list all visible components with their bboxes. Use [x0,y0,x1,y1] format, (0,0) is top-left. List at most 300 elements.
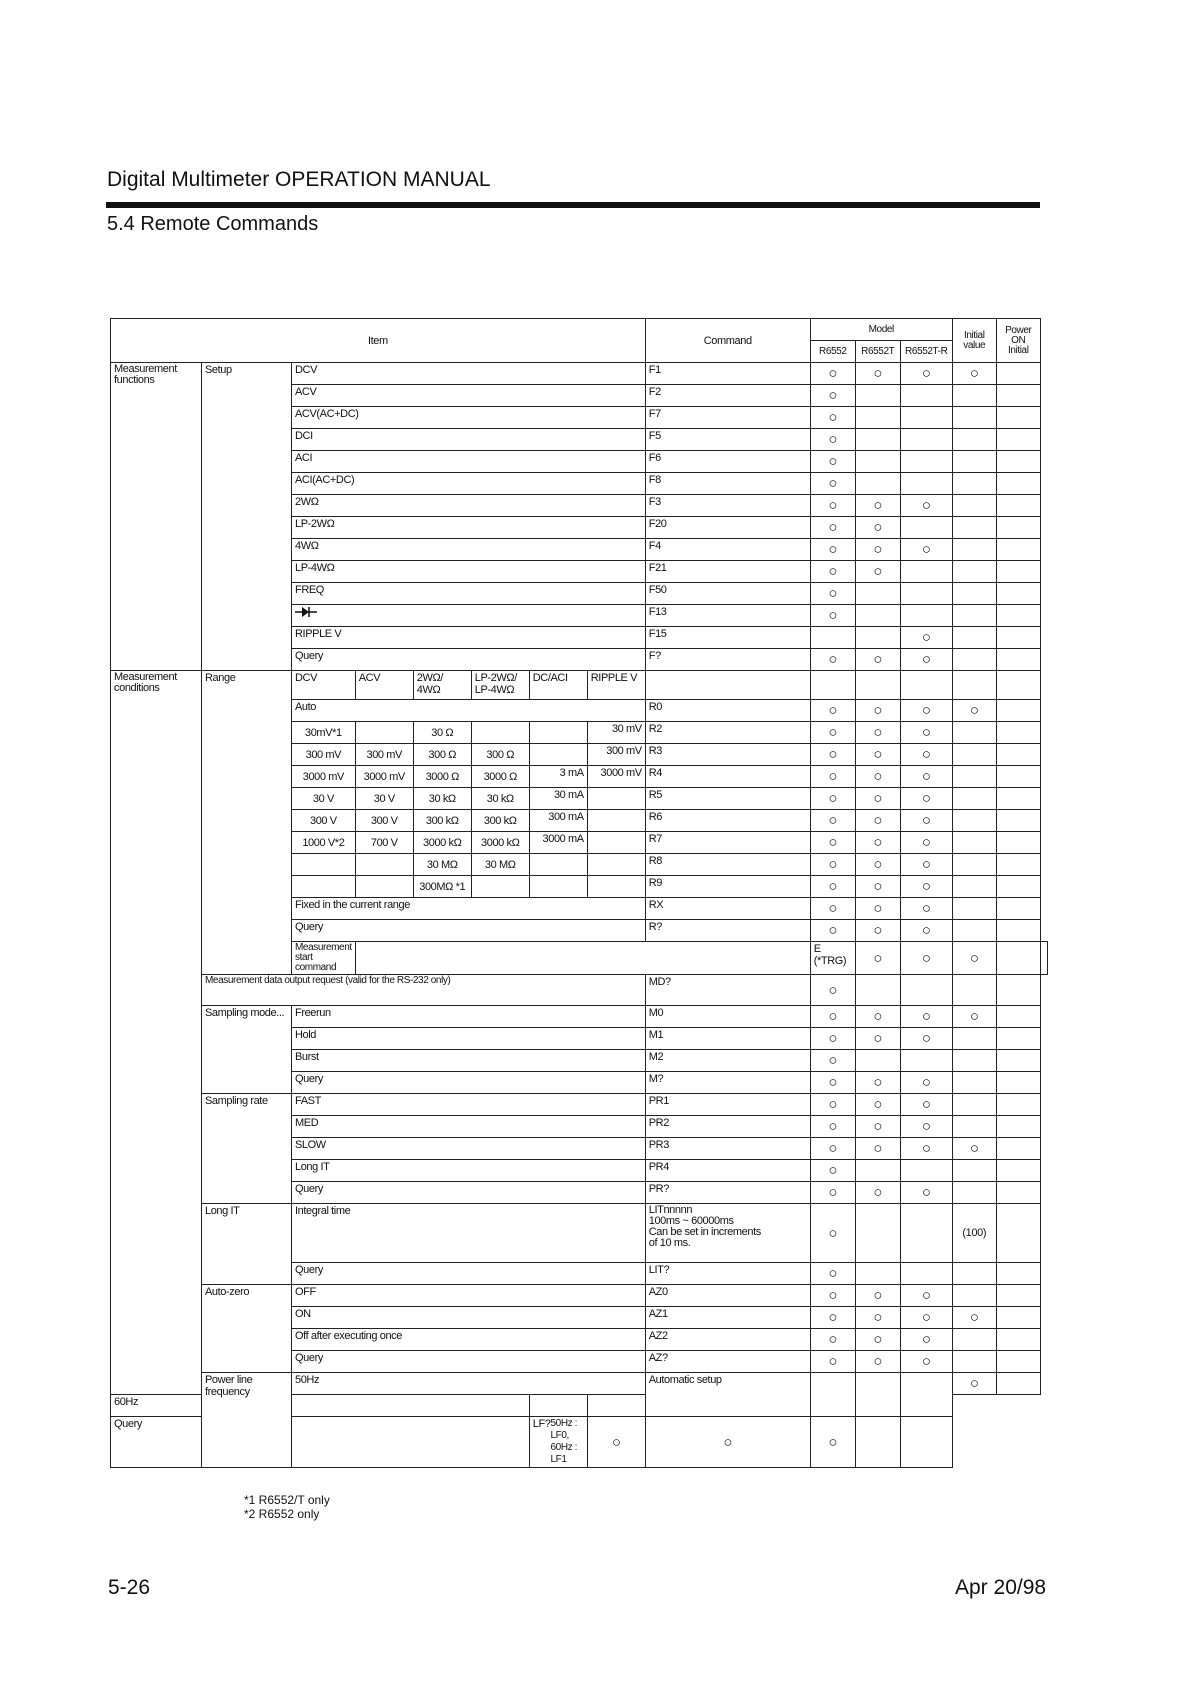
range-value-cell: 30mV*1 [292,722,356,744]
power-on-initial-cell [996,495,1040,517]
remote-commands-table [110,318,1048,1468]
range-value-cell: 3000 Ω [471,766,529,788]
range-value-cell [471,876,529,898]
empty-mark-cell [855,605,900,627]
initial-value-cell [952,832,996,854]
page-number: 5-26 [108,1576,151,1599]
power-on-initial-cell [996,363,1040,385]
command-cell: F13 [645,605,810,627]
sampling-rate-item: Query [292,1182,646,1204]
command-cell: F20 [645,517,810,539]
sampling-rate-item: SLOW [292,1138,646,1160]
supported-mark: ○ [810,1050,855,1072]
supported-mark: ○ [810,700,855,722]
supported-mark: ○ [810,722,855,744]
sampling-mode-item: Query [292,1072,646,1094]
empty-mark-cell [855,1050,900,1072]
supported-mark: ○ [810,429,855,451]
initial-value-cell [952,649,996,671]
empty-mark-cell [855,1263,900,1285]
supported-mark: ○ [810,898,855,920]
range-value-cell: 700 V [355,832,413,854]
empty-mark-cell [855,975,900,1006]
command-cell: AZ? [645,1351,810,1373]
range-value-cell [292,854,356,876]
power-on-initial-cell [996,583,1040,605]
command-cell [645,671,810,700]
power-on-initial-cell [996,810,1040,832]
empty-mark-cell [900,1263,952,1285]
supported-mark: ○ [900,1072,952,1094]
supported-mark: ○ [855,649,900,671]
initial-value-cell [952,1116,996,1138]
range-value-cell: 30 Ω [413,722,471,744]
supported-mark: ○ [855,1028,900,1050]
range-column-header: RIPPLE V [587,671,645,700]
sampling-rate-item: Long IT [292,1160,646,1182]
initial-value-cell [952,1094,996,1116]
command-cell: F3 [645,495,810,517]
initial-value-cell [952,671,996,700]
range-fixed-item: Fixed in the current range [292,898,646,920]
command-cell: M0 [645,1006,810,1028]
supported-mark: ○ [900,788,952,810]
power-on-initial-cell [996,1307,1040,1329]
initial-value-cell [952,385,996,407]
supported-mark: ○ [810,876,855,898]
power-on-initial-cell [996,832,1040,854]
empty-mark-cell [855,1160,900,1182]
power-on-initial-cell [996,766,1040,788]
initial-value-cell [952,1050,996,1072]
range-column-header: LP-2WΩ/ LP-4WΩ [471,671,529,700]
sampling-mode-item: Burst [292,1050,646,1072]
supported-mark: ○ [810,1094,855,1116]
supported-mark: ○ [855,942,900,975]
initial-value-cell [952,810,996,832]
range-column-header: DC/ACI [529,671,587,700]
power-on-initial-cell [996,1138,1040,1160]
command-cell: R8 [645,854,810,876]
power-on-initial-cell [996,1072,1040,1094]
range-value-cell [587,788,645,810]
footnote-1: *1 R6552/T only [244,1493,330,1507]
range-column-header: DCV [292,671,356,700]
range-value-cell: 300 mV [355,744,413,766]
supported-mark: ○ [900,1116,952,1138]
empty-mark-cell [855,1373,900,1417]
empty-mark-cell [855,451,900,473]
supported-mark: ○ [900,876,952,898]
supported-mark: ○ [855,1307,900,1329]
supported-mark: ○ [855,1351,900,1373]
range-value-cell: 3000 Ω [413,766,471,788]
power-on-initial-cell [996,627,1040,649]
sampling-rate-item: MED [292,1116,646,1138]
command-cell: F7 [645,407,810,429]
initial-value-cell [952,517,996,539]
range-value-cell: 3 mA [529,766,587,788]
command-cell: PR3 [645,1138,810,1160]
range-column-header: 2WΩ/ 4WΩ [413,671,471,700]
range-value-cell: 30 V [292,788,356,810]
supported-mark: ○ [587,1417,645,1468]
supported-mark: ○ [810,583,855,605]
command-cell: M? [645,1072,810,1094]
initial-value-cell [952,1351,996,1373]
empty-mark-cell [900,1204,952,1263]
initial-value-cell [952,975,996,1006]
auto-zero-item: Off after executing once [292,1329,646,1351]
function-item: 4WΩ [292,539,646,561]
command-cell: RX [645,898,810,920]
range-value-cell [587,810,645,832]
power-on-initial-cell [996,1094,1040,1116]
power-on-initial-cell [1040,942,1047,975]
range-query-item: Query [292,920,646,942]
initial-value-cell [952,1285,996,1307]
initial-value-cell [952,744,996,766]
initial-value-cell [996,942,1040,975]
supported-mark: ○ [810,385,855,407]
supported-mark: ○ [810,649,855,671]
range-value-cell [587,876,645,898]
power-on-initial-cell [996,722,1040,744]
supported-mark: ○ [855,1006,900,1028]
group-range: Range [202,671,292,975]
supported-mark: ○ [810,363,855,385]
empty-mark-cell [900,975,952,1006]
lf-note: 50Hz : LF0, 60Hz : LF1 [550,1418,578,1465]
range-value-cell [471,722,529,744]
supported-mark: ○ [900,1329,952,1351]
supported-mark: ○ [810,920,855,942]
initial-value-cell [952,605,996,627]
range-value-cell: 30 MΩ [471,854,529,876]
supported-mark: ○ [810,788,855,810]
initial-value-cell [952,920,996,942]
supported-mark: ○ [810,407,855,429]
range-value-cell: 30 MΩ [413,854,471,876]
lf-query-command: LF? [532,1418,551,1430]
empty-mark-cell [900,1373,952,1417]
supported-mark: ○ [810,766,855,788]
range-value-cell: 300 mV [292,744,356,766]
sampling-mode-item: Freerun [292,1006,646,1028]
power-on-initial-cell [996,385,1040,407]
range-value-cell [355,722,413,744]
supported-mark: ○ [900,766,952,788]
sampling-mode-row [111,1006,1048,1028]
supported-mark: ○ [900,744,952,766]
supported-mark: ○ [810,1138,855,1160]
supported-mark: ○ [855,810,900,832]
power-line-item: Query [111,1417,530,1468]
header-row [111,319,1048,341]
power-on-initial-cell [996,1182,1040,1204]
power-on-initial-cell [996,854,1040,876]
initial-value-mark: ○ [952,700,996,722]
supported-mark: ○ [810,605,855,627]
range-value-cell [529,876,587,898]
power-on-initial-cell [996,1373,1040,1395]
function-item: RIPPLE V [292,627,646,649]
supported-mark: ○ [810,744,855,766]
supported-mark: ○ [855,876,900,898]
power-on-initial-cell [996,605,1040,627]
range-value-cell [529,854,587,876]
header-item: Item [111,319,646,363]
power-on-initial-cell [996,876,1040,898]
range-value-cell: 300 kΩ [471,810,529,832]
command-cell: R9 [645,876,810,898]
supported-mark: ○ [810,1204,855,1263]
long-it-row [111,1204,1048,1263]
supported-mark: ○ [900,810,952,832]
range-value-cell: 300 V [292,810,356,832]
supported-mark: ○ [855,700,900,722]
range-auto-item: Auto [292,700,646,722]
empty-mark-cell [855,671,900,700]
command-cell: AZ2 [645,1329,810,1351]
function-item: FREQ [292,583,646,605]
supported-mark: ○ [810,539,855,561]
command-cell: AZ0 [645,1285,810,1307]
header-rule [106,202,1040,208]
supported-mark: ○ [900,1138,952,1160]
supported-mark: ○ [810,1417,855,1468]
command-cell: F4 [645,539,810,561]
power-on-initial-cell [996,700,1040,722]
supported-mark: ○ [810,1072,855,1094]
empty-mark-cell [900,407,952,429]
supported-mark: ○ [855,561,900,583]
supported-mark: ○ [810,495,855,517]
supported-mark: ○ [810,1307,855,1329]
empty-mark-cell [855,407,900,429]
command-cell: LIT? [645,1263,810,1285]
supported-mark: ○ [810,473,855,495]
empty-mark-cell [900,583,952,605]
range-value-cell: 300 V [355,810,413,832]
empty-mark-cell [855,473,900,495]
supported-mark: ○ [810,1028,855,1050]
empty-mark-cell [855,627,900,649]
diode-icon [295,606,317,621]
power-on-initial-cell [996,1006,1040,1028]
supported-mark: ○ [900,942,952,975]
group-output-request: Measurement data output request (valid for the RS-232 only) [202,975,646,1006]
supported-mark: ○ [855,854,900,876]
command-cell: PR? [645,1182,810,1204]
supported-mark: ○ [900,1285,952,1307]
range-header-row [111,671,1048,700]
supported-mark: ○ [900,854,952,876]
initial-value-cell [952,1028,996,1050]
command-cell: F5 [645,429,810,451]
empty-mark-cell [855,583,900,605]
command-cell: MD? [645,975,810,1006]
initial-value-cell [952,429,996,451]
empty-mark-cell [900,451,952,473]
group-setup: Setup [202,363,292,671]
supported-mark: ○ [810,975,855,1006]
power-on-initial-cell [996,407,1040,429]
command-cell: F50 [645,583,810,605]
range-value-cell [529,744,587,766]
initial-value-cell [952,539,996,561]
supported-mark: ○ [810,451,855,473]
power-on-initial-cell [996,898,1040,920]
range-value-cell: 300 Ω [471,744,529,766]
range-value-cell: 300 mA [529,810,587,832]
command-cell: R3 [645,744,810,766]
range-value-cell [587,854,645,876]
power-on-initial-cell [996,1050,1040,1072]
auto-zero-item: ON [292,1307,646,1329]
initial-value-cell [855,1417,900,1468]
header-power-on-initial: Power ON Initial [996,319,1040,363]
range-value-cell: 3000 kΩ [413,832,471,854]
initial-value-cell [952,473,996,495]
initial-value-cell [952,451,996,473]
empty-mark-cell [900,473,952,495]
range-value-cell [355,876,413,898]
empty-mark-cell [855,385,900,407]
supported-mark: ○ [900,920,952,942]
power-on-initial-cell [996,473,1040,495]
footnotes [244,1493,330,1521]
power-on-initial-cell [996,649,1040,671]
supported-mark: ○ [810,1006,855,1028]
header-command: Command [645,319,810,363]
initial-value-cell [952,1263,996,1285]
empty-item-cell [355,942,810,975]
supported-mark: ○ [810,1329,855,1351]
function-item: LP-2WΩ [292,517,646,539]
group-sampling-mode: Sampling mode... [202,1006,292,1094]
command-cell: PR4 [645,1160,810,1182]
range-value-cell: 3000 mV [355,766,413,788]
initial-value-mark: ○ [952,363,996,385]
supported-mark: ○ [900,722,952,744]
diode-symbol-cell [292,605,646,627]
supported-mark: ○ [900,898,952,920]
function-item: ACV(AC+DC) [292,407,646,429]
function-item: ACV [292,385,646,407]
supported-mark: ○ [900,649,952,671]
range-value-cell: 300MΩ *1 [413,876,471,898]
command-cell: R6 [645,810,810,832]
initial-value-cell [952,766,996,788]
command-cell: F? [645,649,810,671]
supported-mark: ○ [855,1329,900,1351]
power-line-row [111,1373,1048,1395]
power-on-initial-cell [996,539,1040,561]
supported-mark: ○ [855,517,900,539]
power-line-item: 60Hz [111,1395,530,1417]
power-on-initial-cell [996,975,1040,1006]
supported-mark: ○ [855,920,900,942]
command-cell: Automatic setup [645,1373,810,1417]
empty-mark-cell [900,671,952,700]
revision-date: Apr 20/98 [955,1576,1047,1599]
supported-mark: ○ [810,1182,855,1204]
function-item: Query [292,649,646,671]
supported-mark: ○ [810,1116,855,1138]
command-cell: M2 [645,1050,810,1072]
supported-mark: ○ [810,810,855,832]
power-on-initial-cell [996,1263,1040,1285]
power-on-initial-cell [996,788,1040,810]
output-request-row [111,975,1048,1006]
supported-mark: ○ [900,700,952,722]
range-value-cell: 30 kΩ [471,788,529,810]
power-on-initial-cell [996,1351,1040,1373]
initial-value-cell [529,1395,587,1417]
initial-value-cell [952,854,996,876]
power-line-query-row [111,1417,1048,1468]
command-cell: F15 [645,627,810,649]
initial-value-cell [952,1072,996,1094]
section-title: 5.4 Remote Commands [107,213,319,235]
empty-mark-cell [810,627,855,649]
power-on-initial-cell [996,1204,1040,1263]
section-measurement-conditions: Measurement conditions [111,671,202,1395]
command-cell: E (*TRG) [810,942,855,975]
supported-mark: ○ [810,1160,855,1182]
command-cell: F2 [645,385,810,407]
supported-mark: ○ [855,744,900,766]
initial-value-cell [952,876,996,898]
command-cell: PR1 [645,1094,810,1116]
group-start-command: Measurement start command [292,942,356,975]
supported-mark: ○ [810,1285,855,1307]
range-value-cell: 1000 V*2 [292,832,356,854]
function-item: 2WΩ [292,495,646,517]
power-on-initial-cell [996,429,1040,451]
sampling-mode-item: Hold [292,1028,646,1050]
power-on-initial-cell [996,671,1040,700]
power-on-initial-cell [996,561,1040,583]
supported-mark: ○ [855,722,900,744]
power-on-initial-cell [996,1028,1040,1050]
initial-value-cell [952,495,996,517]
header-model-r6552t: R6552T [855,341,900,363]
supported-mark: ○ [900,1028,952,1050]
supported-mark: ○ [855,832,900,854]
supported-mark: ○ [855,539,900,561]
initial-value-cell [952,722,996,744]
auto-zero-row [111,1285,1048,1307]
header-model-r6552: R6552 [810,341,855,363]
auto-zero-item: OFF [292,1285,646,1307]
command-cell: R? [645,920,810,942]
supported-mark: ○ [855,1116,900,1138]
supported-mark: ○ [855,1182,900,1204]
empty-mark-cell [900,1160,952,1182]
initial-value-mark: ○ [952,1006,996,1028]
initial-value-cell [952,583,996,605]
range-value-cell [355,854,413,876]
range-value-cell [587,832,645,854]
supported-mark: ○ [952,942,996,975]
initial-value-cell [952,898,996,920]
supported-mark: ○ [855,1072,900,1094]
power-on-initial-cell [996,744,1040,766]
supported-mark: ○ [855,898,900,920]
command-cell: M1 [645,1028,810,1050]
